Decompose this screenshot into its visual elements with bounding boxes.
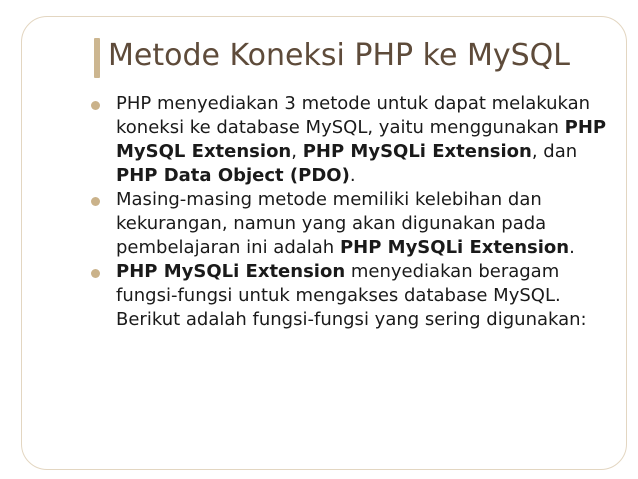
bullet-dot-icon — [91, 197, 100, 206]
bullet-dot-icon — [91, 269, 100, 278]
bullet-text-segment: menyediakan beragam fungsi-fungsi untuk mengakses database MySQL. Berikut adalah fungsi-fungsi yang sering digunakan: — [116, 261, 587, 330]
bullet-item-2 — [91, 188, 611, 260]
bullet-text-segment: , dan — [531, 141, 578, 162]
bullet-text-bold: PHP MySQLi Extension — [302, 141, 532, 162]
bullet-text-segment: Masing-masing metode memiliki kelebihan dan kekurangan, namun yang akan digunakan pada pembelajaran ini adalah — [116, 189, 547, 258]
title-accent-bar — [94, 38, 100, 78]
bullet-dot-icon — [91, 101, 100, 110]
bullet-text-segment: . — [569, 237, 575, 258]
bullet-item-3 — [91, 260, 611, 332]
bullet-text-bold: PHP Data Object (PDO) — [116, 165, 350, 186]
bullet-text-segment: , — [291, 141, 303, 162]
bullet-text-bold: PHP MySQL Extension — [116, 117, 607, 162]
bullet-text-bold: PHP MySQLi Extension — [339, 237, 570, 258]
bullet-item-1 — [91, 92, 611, 188]
bullet-text-segment: . — [349, 165, 356, 186]
slide-title: Metode Koneksi PHP ke MySQL — [108, 38, 570, 73]
bullet-text-segment: PHP menyediakan 3 metode untuk dapat melakukan koneksi ke database MySQL, yaitu menggunakan — [116, 93, 591, 138]
bullet-list — [91, 92, 611, 332]
bullet-text-bold: PHP MySQLi Extension — [116, 261, 346, 282]
